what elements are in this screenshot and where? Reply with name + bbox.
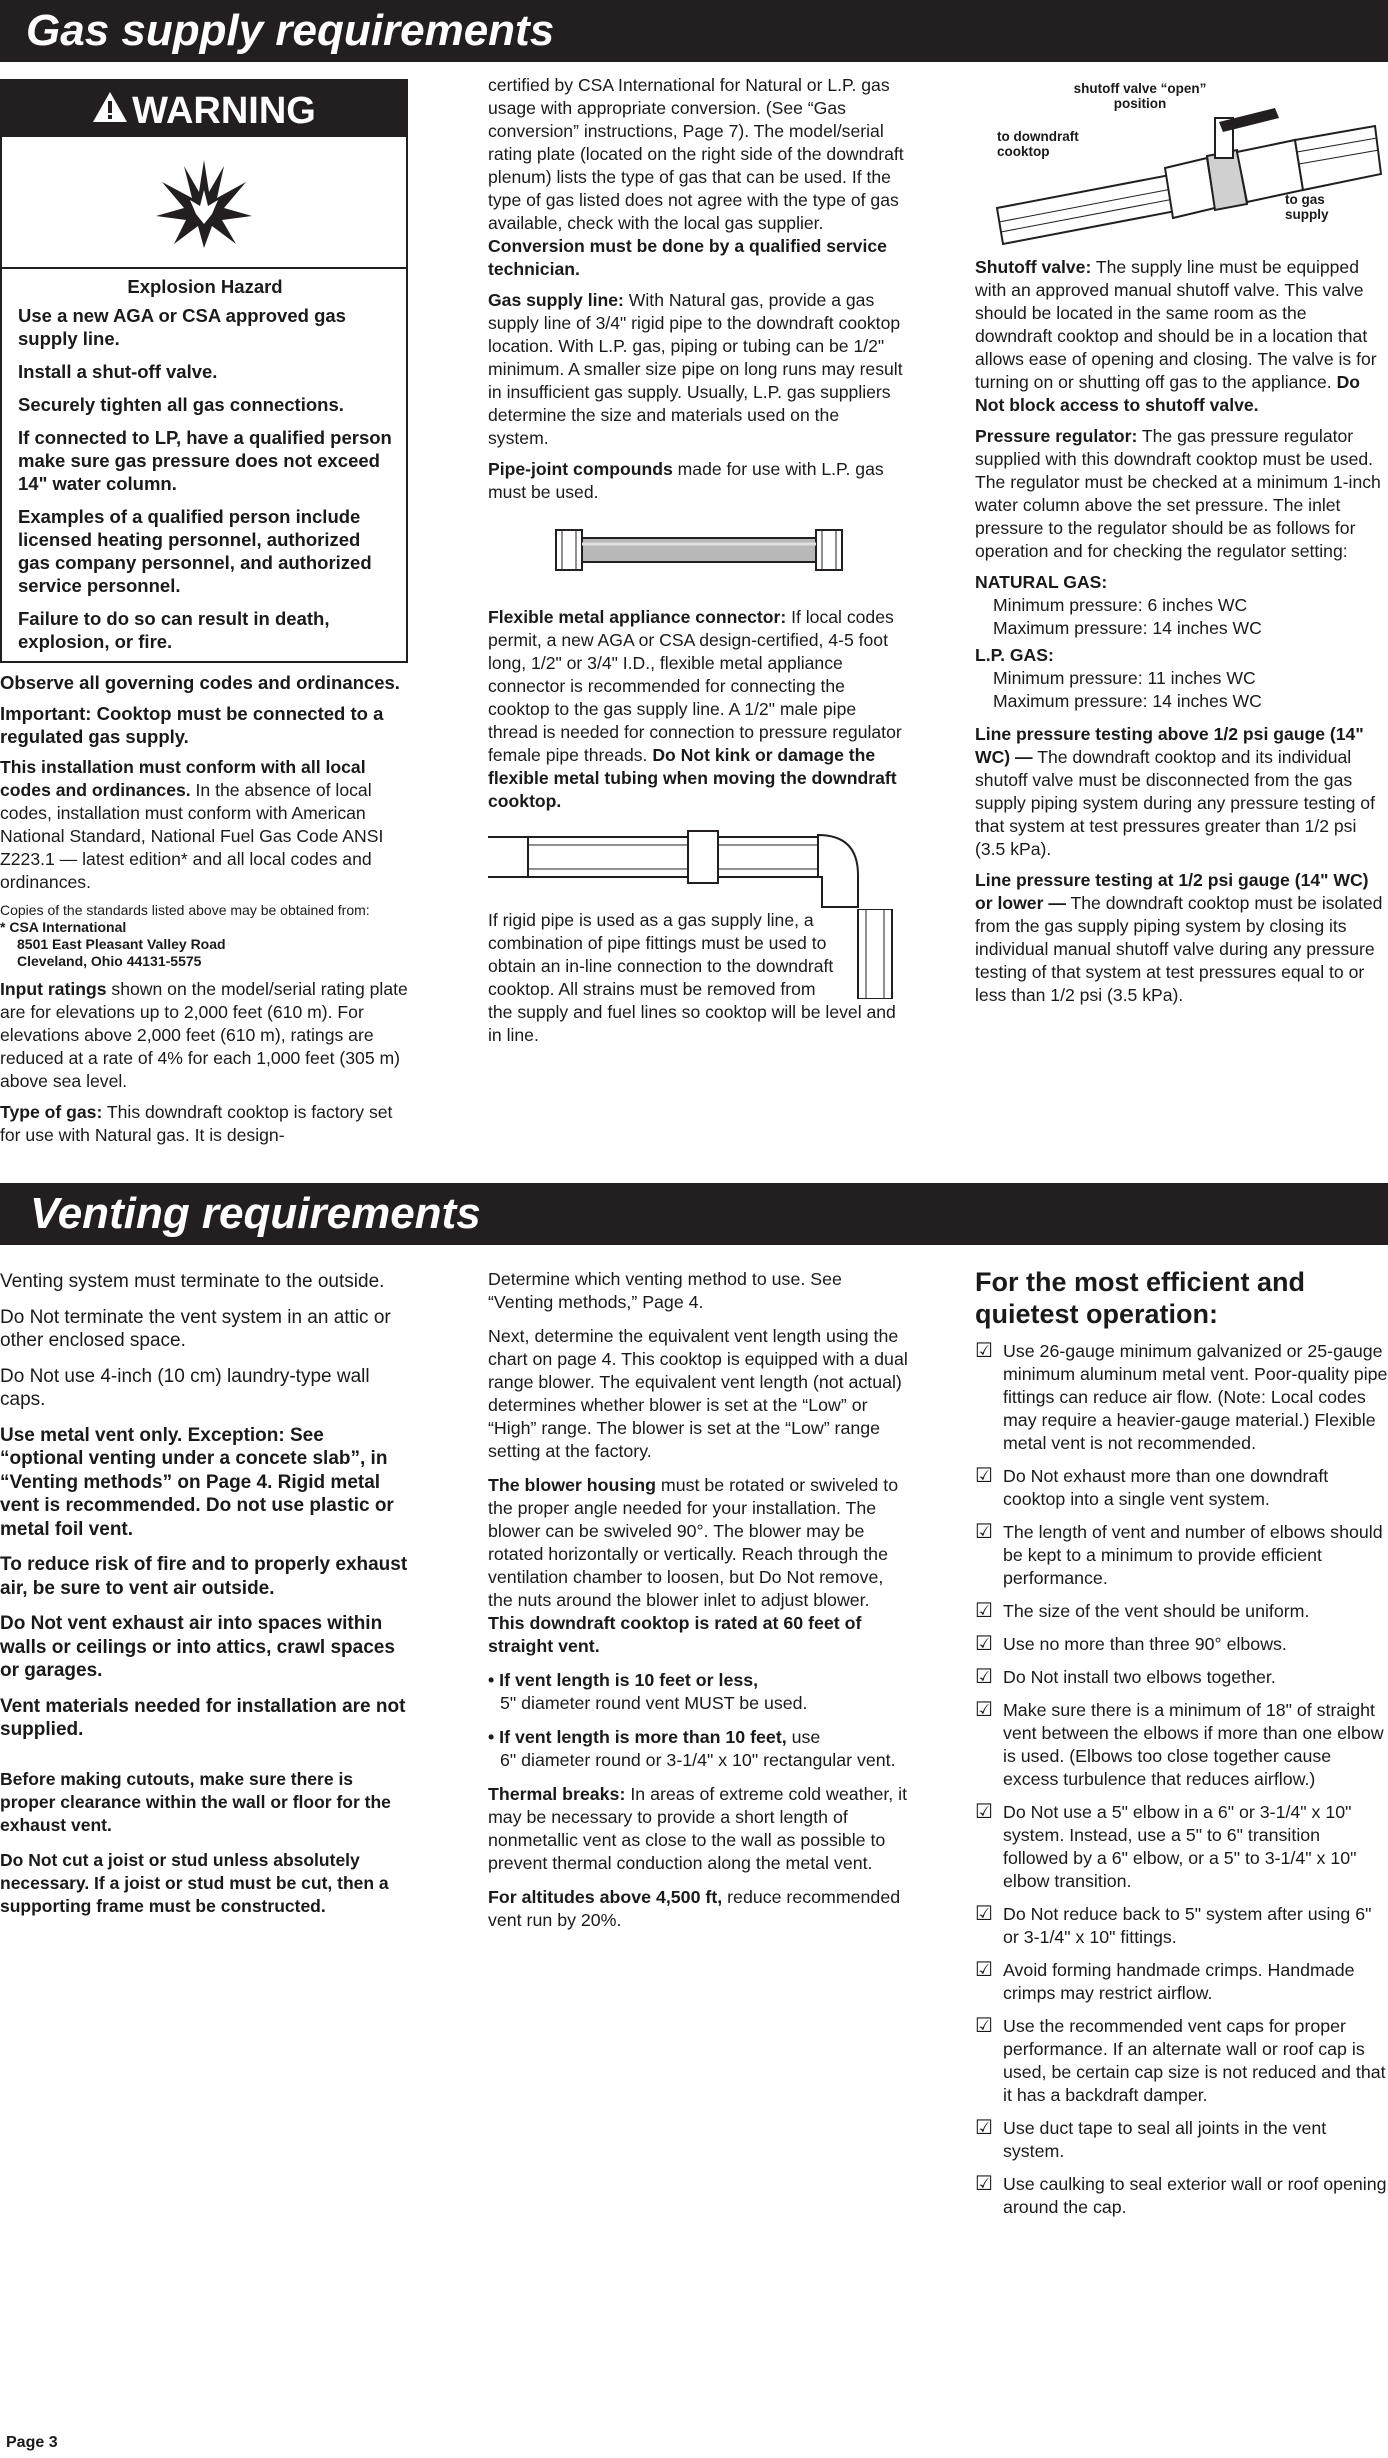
- gas-section-title: Gas supply requirements: [0, 0, 1388, 62]
- csa-name: * CSA International: [0, 919, 127, 935]
- natural-gas-label: NATURAL GAS:: [975, 572, 1108, 592]
- checklist-item: ☑ Use 26-gauge minimum galvanized or 25-gauge minimum aluminum metal vent. Poor-quality pipe fittings can reduce air flow. (Note: Local codes may require a heavier-gauge material.) Flexible metal vent is not recommended.: [975, 1340, 1388, 1453]
- important-note: Important: Cooktop must be connected to a regulated gas supply.: [0, 703, 384, 747]
- rigid-pipe-text: If rigid pipe is used as a gas supply line, a combination of pipe fittings must be used to obtain an in-line connection to the downdraft cooktop. All strains must be removed from the supply and fuel lines so cooktop will be level and in line.: [488, 910, 896, 1045]
- vent-checklist: [975, 1340, 1388, 2219]
- explosion-icon: [2, 137, 406, 269]
- shutoff-valve-text: The supply line must be equipped with an approved manual shutoff valve. This valve should be located in the same room as the downdraft cooktop and should be in a location that allows ease of opening and closing. The valve is for turning on or shutting off gas to the appliance.: [975, 257, 1377, 392]
- pressure-at-text: The downdraft cooktop must be isolated from the gas supply piping system by closing its individual manual shutoff valve during any pressure testing of that system at test pressures equal to or less than 1/2 psi (3.5 kPa).: [975, 893, 1383, 1005]
- flexible-connector-illustration: [488, 528, 904, 590]
- vent-joist: Do Not cut a joist or stud unless absolutely necessary. If a joist or stud must be cut, then a supporting frame must be constructed.: [0, 1849, 389, 1916]
- hazard-title: Explosion Hazard: [127, 276, 283, 297]
- efficient-operation-heading: For the most efficient and quietest operation:: [975, 1267, 1306, 1329]
- thermal-breaks-text: In areas of extreme cold weather, it may be necessary to provide a short length of nonmetallic vent as close to the wall as possible to prevent thermal conduction along the metal vent.: [488, 1784, 908, 1873]
- vent-column-3: [975, 1266, 1388, 2229]
- warning-item: Failure to do so can result in death, explosion, or fire.: [18, 608, 330, 652]
- lp-gas-min: Minimum pressure: 11 inches WC: [993, 668, 1256, 688]
- natural-gas-max: Maximum pressure: 14 inches WC: [993, 618, 1262, 638]
- gas-column-3: [975, 78, 1388, 1015]
- checkbox-icon: ☑: [975, 1666, 993, 1688]
- checklist-item: ☑ Use the recommended vent caps for proper performance. If an alternate wall or roof cap is used, be certain cap size is not reduced and that it has a backdraft damper.: [975, 2015, 1386, 2105]
- type-of-gas-text: This downdraft cooktop is factory set for use with Natural gas. It is design-: [0, 1102, 393, 1145]
- checklist-item: ☑ The length of vent and number of elbows should be kept to a minimum to provide efficient performance.: [975, 1521, 1383, 1588]
- pressure-above-text: The downdraft cooktop and its individual shutoff valve must be disconnected from the gas supply piping system during any pressure testing of that system at test pressures greater than 1/2 psi (3.5 kPa).: [975, 747, 1375, 859]
- supply-line-text: With Natural gas, provide a gas supply line of 3/4" rigid pipe to the downdraft cooktop location. With L.P. gas, piping or tubing can be 1/2" minimum. A smaller size pipe on long runs may result in insufficient gas supply. Usually, L.P. gas suppliers determine the size and materials used on the system.: [488, 290, 903, 448]
- warning-item: Examples of a qualified person include licensed heating personnel, authorized gas company personnel, and authorized service personnel.: [18, 506, 372, 596]
- altitude-bold: For altitudes above 4,500 ft,: [488, 1887, 723, 1907]
- to-gas-supply-label: to gas supply: [1285, 192, 1329, 222]
- install-text: In the absence of local codes, installation must conform with American National Standard, National Fuel Gas Code ANSI Z223.1 — latest edition* and all local codes and ordinances.: [0, 780, 384, 892]
- vent-column-2: [488, 1268, 908, 1943]
- vent-no-attic: Do Not terminate the vent system in an attic or other enclosed space.: [0, 1306, 391, 1351]
- gas-column-2: [488, 74, 904, 1055]
- lp-gas-max: Maximum pressure: 14 inches WC: [993, 691, 1262, 711]
- checkbox-icon: ☑: [975, 1959, 993, 1981]
- checkbox-icon: ☑: [975, 1699, 993, 1721]
- pipe-joint-text: made for use with L.P. gas must be used.: [488, 459, 884, 502]
- checklist-item: ☑ Avoid forming handmade crimps. Handmade crimps may restrict airflow.: [975, 1959, 1355, 2003]
- conversion-note: Conversion must be done by a qualified service technician.: [488, 236, 887, 279]
- checklist-item: ☑ Use caulking to seal exterior wall or roof opening around the cap.: [975, 2173, 1387, 2217]
- warning-item: If connected to LP, have a qualified person make sure gas pressure does not exceed 14" water column.: [18, 427, 392, 494]
- vent-no-laundry-caps: Do Not use 4-inch (10 cm) laundry-type wall caps.: [0, 1365, 370, 1410]
- checklist-item: ☑ Use duct tape to seal all joints in the vent system.: [975, 2117, 1327, 2161]
- vent-method: Determine which venting method to use. See “Venting methods,” Page 4.: [488, 1269, 842, 1312]
- vent-length: Next, determine the equivalent vent length using the chart on page 4. This cooktop is equipped with a dual range blower. The equivalent vent length (not actual) determines whether blower is set at the “Low” or “High” range. The blower is set at the “Low” range setting at the factory.: [488, 1326, 908, 1461]
- checkbox-icon: ☑: [975, 1600, 993, 1622]
- regulator-text: The gas pressure regulator supplied with this downdraft cooktop must be used. The regulator must be checked at a minimum 1-inch water column above the set pressure. The inlet pressure to the regulator should be as follows for operation and for checking the regulator setting:: [975, 426, 1381, 561]
- vent-materials: Vent materials needed for installation are not supplied.: [0, 1695, 406, 1740]
- warning-header: [2, 81, 406, 137]
- checkbox-icon: ☑: [975, 1340, 993, 1362]
- to-downdraft-label: to downdraft cooktop: [997, 129, 1079, 159]
- checklist-item: ☑ Do Not reduce back to 5" system after using 6" or 3-1/4" x 10" fittings.: [975, 1903, 1372, 1947]
- csa-block: [0, 902, 412, 970]
- vent-terminate: Venting system must terminate to the outside.: [0, 1271, 385, 1292]
- pressure-at-bold: Line pressure testing at 1/2 psi gauge (14" WC) or lower —: [975, 870, 1369, 913]
- shutoff-valve-warning: Do Not block access to shutoff valve.: [975, 372, 1361, 415]
- warning-item: Use a new AGA or CSA approved gas supply line.: [18, 305, 346, 349]
- rigid-pipe-elbow-illustration: [844, 909, 904, 999]
- vent-10ft-bold: • If vent length is 10 feet or less,: [488, 1670, 759, 1690]
- vent-more-10ft-use: use: [786, 1727, 821, 1747]
- checkbox-icon: ☑: [975, 2015, 993, 2037]
- supply-line-bold: Gas supply line:: [488, 290, 624, 310]
- checklist-item: ☑ Use no more than three 90° elbows.: [975, 1633, 1287, 1655]
- install-bold: This installation must conform with all local codes and ordinances.: [0, 757, 366, 800]
- blower-housing-text: must be rotated or swiveled to the proper angle needed for your installation. The blower can be swiveled 90°. The blower may be rotated horizontally or vertically. Reach through the ventilation chamber to loosen, but Do Not remove, the nuts around the blower inlet to adjust blower.: [488, 1475, 899, 1610]
- natural-gas-min: Minimum pressure: 6 inches WC: [993, 595, 1248, 615]
- vent-10ft-text: 5" diameter round vent MUST be used.: [500, 1693, 808, 1713]
- checkbox-icon: ☑: [975, 2173, 993, 2195]
- checkbox-icon: ☑: [975, 1465, 993, 1487]
- checklist-item: ☑ Do Not exhaust more than one downdraft cooktop into a single vent system.: [975, 1465, 1329, 1509]
- vent-section-title: Venting requirements: [0, 1183, 1388, 1245]
- blower-housing-bold: The blower housing: [488, 1475, 656, 1495]
- flex-connector-text: If local codes permit, a new AGA or CSA design-certified, 4-5 foot long, 1/2" or 3/4" I.D., flexible metal appliance connector is recommended for connecting the cooktop to the gas supply line. A 1/2" male pipe thread is needed for connection to pressure regulator female pipe threads.: [488, 607, 902, 765]
- pipe-joint-bold: Pipe-joint compounds: [488, 459, 673, 479]
- warning-item: Securely tighten all gas connections.: [18, 394, 344, 415]
- checklist-item: ☑ Do Not install two elbows together.: [975, 1666, 1276, 1688]
- checklist-item: ☑ Do Not use a 5" elbow in a 6" or 3-1/4" x 10" system. Instead, use a 5" to 6" transition followed by a 6" elbow, or a 5" to 3-1/4" x 10" elbow transition.: [975, 1801, 1357, 1891]
- thermal-breaks-bold: Thermal breaks:: [488, 1784, 626, 1804]
- observe-codes: Observe all governing codes and ordinances.: [0, 672, 400, 693]
- shutoff-valve-bold: Shutoff valve:: [975, 257, 1092, 277]
- rigid-pipe-illustration: [488, 827, 904, 909]
- type-of-gas-bold: Type of gas:: [0, 1102, 103, 1122]
- regulator-bold: Pressure regulator:: [975, 426, 1138, 446]
- shutoff-valve-illustration: [975, 78, 1388, 248]
- copies-note: Copies of the standards listed above may be obtained from:: [0, 902, 370, 918]
- warning-item: Install a shut-off valve.: [18, 361, 218, 382]
- csa-city: Cleveland, Ohio 44131-5575: [17, 953, 202, 969]
- pressure-above-bold: Line pressure testing above 1/2 psi gauge (14" WC) —: [975, 724, 1364, 767]
- altitude-text: reduce recommended vent run by 20%.: [488, 1887, 901, 1930]
- vent-no-walls: Do Not vent exhaust air into spaces within walls or ceilings or into attics, crawl spaces or garages.: [0, 1613, 395, 1681]
- vent-more-10ft-text: 6" diameter round or 3-1/4" x 10" rectangular vent.: [500, 1750, 896, 1770]
- checkbox-icon: ☑: [975, 2117, 993, 2139]
- page-number: Page 3: [6, 2434, 58, 2451]
- checklist-item: ☑ The size of the vent should be uniform.: [975, 1600, 1310, 1622]
- vent-fire-risk: To reduce risk of fire and to properly exhaust air, be sure to vent air outside.: [0, 1554, 408, 1599]
- input-ratings-bold: Input ratings: [0, 979, 107, 999]
- checklist-item: ☑ Make sure there is a minimum of 18" of straight vent between the elbows if more than one elbow is used. (Elbows too close together cause excess turbulence that reduces airflow.): [975, 1699, 1384, 1789]
- gas-column-1: [0, 79, 412, 1155]
- warning-heading: WARNING: [132, 89, 316, 132]
- vent-more-10ft-bold: • If vent length is more than 10 feet,: [488, 1727, 787, 1747]
- gas-type-continued: certified by CSA International for Natural or L.P. gas usage with appropriate conversion. (See “Gas conversion” instructions, Page 7). The model/serial rating plate (located on the right side of the downdraft plenum) lists the type of gas that can be used. If the type of gas listed does not agree with the type of gas available, check with the local gas supplier.: [488, 75, 904, 233]
- lp-gas-label: L.P. GAS:: [975, 645, 1054, 665]
- vent-column-1: [0, 1270, 412, 1930]
- checkbox-icon: ☑: [975, 1521, 993, 1543]
- vent-cutouts: Before making cutouts, make sure there is proper clearance within the wall or floor for the exhaust vent.: [0, 1768, 391, 1835]
- flex-connector-bold: Flexible metal appliance connector:: [488, 607, 787, 627]
- checkbox-icon: ☑: [975, 1633, 993, 1655]
- flex-connector-warning: Do Not kink or damage the flexible metal tubing when moving the downdraft cooktop.: [488, 745, 897, 811]
- csa-address: 8501 East Pleasant Valley Road: [17, 936, 226, 952]
- blower-rating: This downdraft cooktop is rated at 60 feet of straight vent.: [488, 1613, 862, 1656]
- valve-open-label: shutoff valve “open” position: [1073, 81, 1207, 111]
- warning-triangle-icon: [92, 83, 128, 139]
- checkbox-icon: ☑: [975, 1903, 993, 1925]
- vent-metal-only: Use metal vent only. Exception: See “optional venting under a concete slab”, in “Venting methods” on Page 4. Rigid metal vent is recommended. Do not use plastic or metal foil vent.: [0, 1424, 394, 1540]
- input-ratings-text: shown on the model/serial rating plate are for elevations up to 2,000 feet (610 m). For elevations above 2,000 feet (610 m), ratings are reduced at a rate of 4% for each 1,000 feet (305 m) above sea level.: [0, 979, 408, 1091]
- warning-box: [0, 79, 408, 663]
- checkbox-icon: ☑: [975, 1801, 993, 1823]
